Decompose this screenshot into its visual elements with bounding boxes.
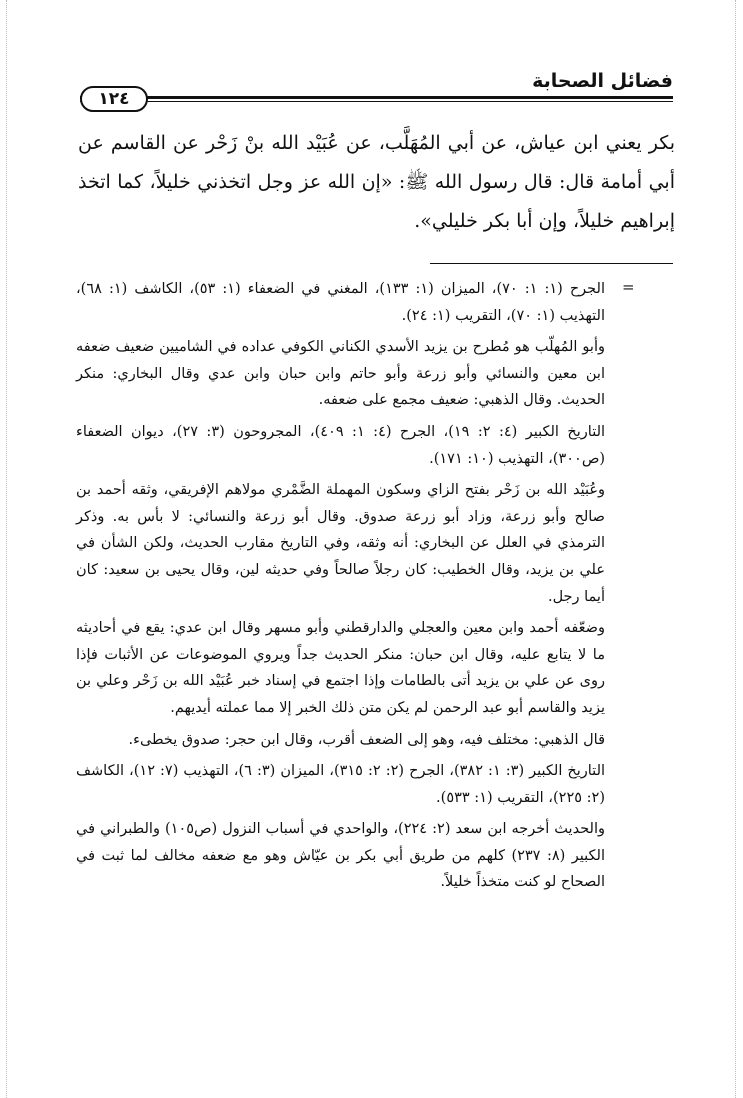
footnote-paragraph: التاريخ الكبير (٤: ٢: ١٩)، الجرح (٤: ١: ٤٠٩)، المجروحون (٣: ٢٧)، ديوان الضعفاء (ص٣٠٠)، التهذيب (١٠: ١٧١). [76, 423, 606, 467]
footnote-paragraph: قال الذهبي: مختلف فيه، وهو إلى الضعف أقرب، وقال ابن حجر: صدوق يخطىء. [128, 731, 605, 748]
page-header [80, 70, 673, 110]
footnote-paragraph: والحديث أخرجه ابن سعد (٢: ٢٢٤)، والواحدي في أسباب النزول (ص١٠٥) والطبراني في الكبير (٨: ٢٣٧) كلهم من طريق أبي بكر بن عيّاش وهو مع ضعفه مخالف لما ثبت في الصحاح لو كنت متخذاً خليلاً. [76, 821, 605, 891]
footnote-paragraph: وأبو المُهلّب هو مُطرح بن يزيد الأسدي الكناني الكوفي عداده في الشاميين ضعيف ضعفه ابن معين والنسائي وأبو زرعة وأبو حاتم وابن حبان وابن عدي وقال البخاري: منكر الحديث. وقال الذهبي: ضعيف مجمع على ضعفه. [76, 339, 605, 409]
footnote-separator [430, 263, 673, 264]
header-rule [80, 96, 673, 99]
main-text [78, 124, 675, 241]
footnote-paragraph: وعُبَيْد الله بن زَحْر بفتح الزاي وسكون المهملة الضَّمْري مولاهم الإفريقي، وثقه أحمد بن صالح وأبو زرعة، وزاد أبو زرعة صدوق. وقال أبو زرعة والنسائي: لا بأس به. وذكر الترمذي في العلل عن البخاري: أنه وثقه، وفي التاريخ مقارب الحديث، ولكن الشأن في علي بن يزيد، وقال الخطيب: كان رجلاً صالحاً وفي حديثه لين، وقال يحيى بن سعيد: كان أيما رجل. [76, 482, 606, 605]
footnote-paragraph: وضعّفه أحمد وابن معين والعجلي والدارقطني وأبو مسهر وقال ابن عدي: يقع في أحاديثه ما لا يتابع عليه، وقال ابن حبان: منكر الحديث جداً ويروي الموضوعات عن الأثبات فإذا روى عن علي بن يزيد أتى بالطامات وإذا اجتمع في إسناد خبر عُبَيْد الله بن زَحْر وعلي بن يزيد والقاسم أبو عبد الرحمن لم يكن متن ذلك الخبر إلا مما عملته أيديهم. [76, 620, 605, 716]
footnote-continuation-mark: = [622, 278, 635, 296]
running-title: فضائل الصحابة [532, 70, 673, 92]
footnote-paragraph: الجرح (١: ١: ٧٠)، الميزان (١: ١٣٣)، المغني في الضعفاء (١: ٥٣)، الكاشف (١: ٦٨)، التهذيب (١: ٧٠)، التقريب (١: ٢٤). [76, 281, 605, 324]
header-rule-thin [80, 101, 673, 102]
main-paragraph: بكر يعني ابن عياش، عن أبي المُهَلَّب، عن عُبَيْد الله بنْ زَحْر عن القاسم عن أبي أمامة قال: قال رسول الله ﷺ: «إن الله عز وجل اتخذني خليلاً، كما اتخذ إبراهيم خليلاً، وإن أبا بكر خليلي». [78, 132, 675, 232]
page-number: ١٢٤ [80, 86, 148, 112]
footnote-paragraph: التاريخ الكبير (٣: ١: ٣٨٢)، الجرح (٢: ٢: ٣١٥)، الميزان (٣: ٦)، التهذيب (٧: ١٢)، الكاشف (٢: ٢٢٥)، التقريب (١: ٥٣٣). [76, 763, 606, 806]
scan-edge-line-right [735, 0, 736, 1098]
scan-edge-line-left [6, 0, 7, 1098]
footnotes [76, 276, 605, 901]
